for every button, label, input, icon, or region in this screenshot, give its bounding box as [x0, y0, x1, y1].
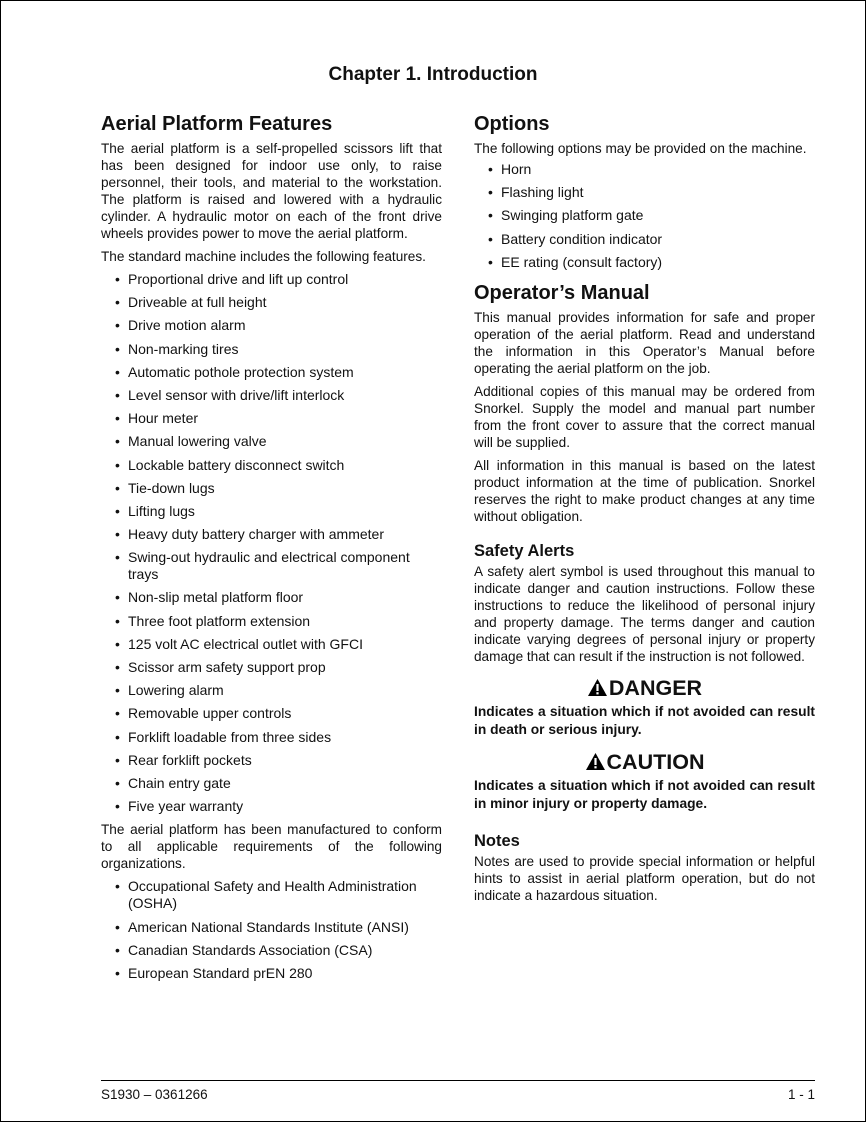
- list-item-text: Lifting lugs: [128, 502, 195, 519]
- list-item-text: Chain entry gate: [128, 774, 231, 791]
- bullet-icon: •: [115, 363, 120, 380]
- options-heading: Options: [474, 113, 550, 135]
- list-item: [115, 589, 442, 606]
- list-item: [115, 613, 442, 630]
- list-item-text: Canadian Standards Association (CSA): [128, 941, 373, 958]
- bullet-icon: •: [115, 751, 120, 768]
- list-item-text: Flashing light: [501, 184, 584, 201]
- caution-label: CAUTION: [606, 749, 705, 774]
- bullet-icon: •: [488, 207, 493, 224]
- notes-heading: Notes: [474, 831, 520, 850]
- list-item: [115, 526, 442, 543]
- conform-paragraph: The aerial platform has been manufactured to conform to all applicable requirements of the following organizations.: [101, 822, 442, 872]
- list-item: [115, 480, 442, 497]
- list-item: [115, 317, 442, 334]
- list-item: [115, 294, 442, 311]
- manual-paragraph-2: Additional copies of this manual may be ordered from Snorkel. Supply the model and manual part number from the front cover to assure that the correct manual will be supplied.: [474, 383, 815, 450]
- danger-signal: [474, 675, 815, 701]
- bullet-icon: •: [115, 479, 120, 496]
- list-item-text: Hour meter: [128, 410, 199, 427]
- intro-paragraph: The aerial platform is a self-propelled scissors lift that has been designed for indoor use only, to raise personnel, their tools, and material to the workstation. The platform is raised and lowered with a hydraulic cylinder. A hydraulic motor on each of the front drive wheels provides power to move the aerial platform.: [101, 141, 442, 241]
- list-item: [115, 775, 442, 792]
- list-item-text: Non-slip metal platform floor: [128, 589, 304, 606]
- list-item-text: Swinging platform gate: [501, 207, 644, 224]
- list-item-text: Scissor arm safety support prop: [128, 659, 326, 675]
- warning-triangle-icon: [585, 752, 606, 771]
- caution-signal: [474, 749, 815, 775]
- bullet-icon: •: [115, 294, 120, 311]
- bullet-icon: •: [115, 705, 120, 722]
- footer-page-number: 1 - 1: [787, 1087, 815, 1102]
- notes-paragraph: Notes are used to provide special information or helpful hints to assist in aerial platform operation, but do not indicate a hazardous situation.: [474, 853, 815, 903]
- list-item: [488, 161, 815, 178]
- manual-heading: Operator’s Manual: [474, 281, 650, 304]
- list-item: [115, 410, 442, 427]
- bullet-icon: •: [115, 635, 120, 652]
- list-item: [115, 549, 442, 583]
- bullet-icon: •: [115, 340, 120, 357]
- features-list: [101, 271, 442, 815]
- bullet-icon: •: [115, 918, 120, 935]
- list-item: [115, 271, 442, 288]
- bullet-icon: •: [115, 612, 120, 629]
- list-item-text: Horn: [501, 161, 532, 177]
- bullet-icon: •: [488, 230, 493, 247]
- bullet-icon: •: [115, 878, 120, 895]
- list-item-text: Battery condition indicator: [501, 230, 663, 247]
- list-item: [115, 965, 442, 982]
- list-item-text: Non-marking tires: [128, 340, 239, 357]
- list-item-text: Drive motion alarm: [128, 317, 246, 334]
- bullet-icon: •: [115, 456, 120, 473]
- list-item: [115, 752, 442, 769]
- bullet-icon: •: [115, 386, 120, 403]
- list-item-text: Removable upper controls: [128, 705, 292, 722]
- bullet-icon: •: [115, 941, 120, 958]
- left-column: [101, 112, 442, 988]
- list-item-text: Three foot platform extension: [128, 612, 311, 629]
- list-item: [115, 729, 442, 746]
- list-item-text: 125 volt AC electrical outlet with GFCI: [128, 635, 363, 652]
- list-item: [115, 387, 442, 404]
- list-item: [115, 457, 442, 474]
- list-item: [488, 254, 815, 271]
- bullet-icon: •: [115, 549, 120, 566]
- safety-paragraph: A safety alert symbol is used throughout this manual to indicate danger and caution instructions. Follow these instructions to reduce the likelihood of personal injury and property damage. The terms danger and caution indicate varying degrees of personal injury or property damage that can result if the instruction is not followed.: [474, 563, 815, 664]
- list-item-text: Lowering alarm: [128, 682, 224, 699]
- standard-intro: The standard machine includes the following features.: [101, 249, 426, 264]
- list-item-text: Five year warranty: [128, 798, 244, 815]
- bullet-icon: •: [115, 659, 120, 675]
- bullet-icon: •: [115, 728, 120, 745]
- list-item: [488, 231, 815, 248]
- organizations-list: [101, 878, 442, 982]
- list-item-text: Heavy duty battery charger with ammeter: [128, 526, 384, 543]
- list-item-text: Forklift loadable from three sides: [128, 728, 332, 745]
- footer-doc-id: S1930 – 0361266: [101, 1087, 208, 1102]
- right-column: [474, 112, 815, 910]
- list-item-text: Occupational Safety and Health Administration (OSHA): [128, 878, 417, 912]
- danger-label: DANGER: [608, 675, 703, 700]
- options-intro: The following options may be provided on the machine.: [474, 141, 807, 156]
- list-item-text: Manual lowering valve: [128, 433, 267, 450]
- list-item: [115, 636, 442, 653]
- footer-rule: [101, 1080, 815, 1081]
- list-item-text: Driveable at full height: [128, 294, 267, 311]
- list-item: [115, 682, 442, 699]
- bullet-icon: •: [488, 184, 493, 201]
- list-item-text: Swing-out hydraulic and electrical component trays: [128, 549, 410, 583]
- list-item: [115, 919, 442, 936]
- features-heading: Aerial Platform Features: [101, 113, 333, 135]
- bullet-icon: •: [115, 317, 120, 334]
- list-item: [115, 942, 442, 959]
- chapter-title: Chapter 1. Introduction: [328, 64, 538, 85]
- list-item-text: Lockable battery disconnect switch: [128, 456, 345, 473]
- bullet-icon: •: [115, 433, 120, 450]
- list-item: [115, 798, 442, 815]
- bullet-icon: •: [115, 271, 120, 287]
- danger-text: Indicates a situation which if not avoided can result in death or serious injury.: [474, 703, 815, 737]
- list-item: [488, 207, 815, 224]
- list-item: [115, 705, 442, 722]
- list-item: [115, 341, 442, 358]
- list-item-text: Level sensor with drive/lift interlock: [128, 386, 345, 403]
- list-item-text: Rear forklift pockets: [128, 751, 252, 768]
- bullet-icon: •: [488, 161, 493, 177]
- manual-paragraph-3: All information in this manual is based on the latest product information at the time of publication. Snorkel reserves the right to make product changes at any time without obligation.: [474, 457, 815, 524]
- list-item: [115, 878, 442, 912]
- bullet-icon: •: [115, 682, 120, 699]
- list-item-text: EE rating (consult factory): [501, 253, 663, 270]
- list-item: [488, 184, 815, 201]
- bullet-icon: •: [115, 798, 120, 815]
- options-list: [474, 161, 815, 271]
- bullet-icon: •: [115, 964, 120, 981]
- bullet-icon: •: [115, 526, 120, 543]
- bullet-icon: •: [488, 253, 493, 270]
- warning-triangle-icon: [587, 678, 608, 697]
- caution-text: Indicates a situation which if not avoided can result in minor injury or property damage.: [474, 777, 815, 811]
- list-item: [115, 659, 442, 676]
- manual-paragraph-1: This manual provides information for safe and proper operation of the aerial platform. Read and understand the information in this Operator’s Manual before operating the aerial platform on the job.: [474, 309, 815, 376]
- list-item-text: Tie-down lugs: [128, 479, 215, 496]
- bullet-icon: •: [115, 502, 120, 519]
- list-item: [115, 503, 442, 520]
- list-item-text: European Standard prEN 280: [128, 964, 313, 981]
- bullet-icon: •: [115, 589, 120, 606]
- list-item-text: Proportional drive and lift up control: [128, 271, 349, 287]
- safety-alerts-heading: Safety Alerts: [474, 541, 575, 560]
- bullet-icon: •: [115, 410, 120, 427]
- bullet-icon: •: [115, 774, 120, 791]
- list-item-text: American National Standards Institute (ANSI): [128, 918, 409, 935]
- list-item: [115, 433, 442, 450]
- list-item: [115, 364, 442, 381]
- list-item-text: Automatic pothole protection system: [128, 363, 354, 380]
